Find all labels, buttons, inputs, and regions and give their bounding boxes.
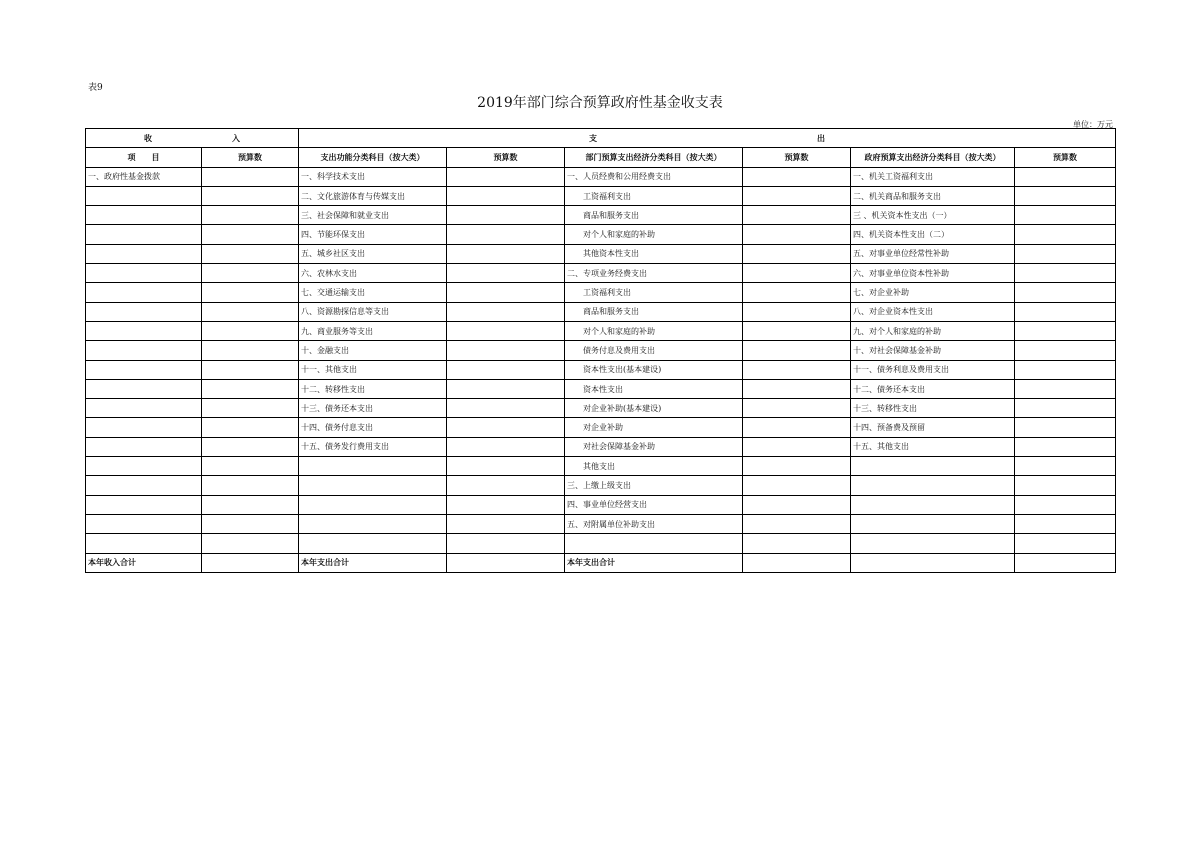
dept-total-label: 本年支出合计: [565, 553, 743, 572]
gov-total-label: [851, 553, 1015, 572]
table-row: [86, 321, 1116, 340]
gov-budget-cell: [1015, 186, 1116, 205]
func-item-cell: [299, 514, 447, 533]
dept-budget-cell: [743, 283, 851, 302]
budget-table: [85, 128, 1116, 573]
dept-item-cell: 五、对附属单位补助支出: [565, 514, 743, 533]
dept-budget-cell: [743, 379, 851, 398]
dept-item-cell: [565, 534, 743, 553]
gov-item-cell: 十一、债务利息及费用支出: [851, 360, 1015, 379]
gov-item-cell: 十四、预备费及预留: [851, 418, 1015, 437]
income-budget-cell: [202, 534, 299, 553]
col-header-item: 项 目: [86, 148, 202, 167]
dept-item-cell: 商品和服务支出: [565, 206, 743, 225]
income-item-cell: [86, 225, 202, 244]
gov-item-cell: 八、对企业资本性支出: [851, 302, 1015, 321]
func-item-cell: [299, 534, 447, 553]
table-row: [86, 244, 1116, 263]
func-budget-cell: [447, 495, 565, 514]
income-item-cell: [86, 302, 202, 321]
dept-item-cell: 商品和服务支出: [565, 302, 743, 321]
income-budget-cell: [202, 399, 299, 418]
table-row: [86, 514, 1116, 533]
income-total-label: 本年收入合计: [86, 553, 202, 572]
gov-budget-cell: [1015, 476, 1116, 495]
income-budget-cell: [202, 206, 299, 225]
gov-budget-cell: [1015, 418, 1116, 437]
income-item-cell: [86, 206, 202, 225]
dept-budget-cell: [743, 264, 851, 283]
func-item-cell: [299, 457, 447, 476]
income-budget-cell: [202, 418, 299, 437]
gov-item-cell: 一、机关工资福利支出: [851, 167, 1015, 186]
dept-budget-cell: [743, 476, 851, 495]
table-row: [86, 283, 1116, 302]
income-item-cell: [86, 264, 202, 283]
income-budget-cell: [202, 225, 299, 244]
income-budget-cell: [202, 360, 299, 379]
income-item-cell: [86, 457, 202, 476]
income-budget-cell: [202, 244, 299, 263]
dept-item-cell: 资本性支出(基本建设): [565, 360, 743, 379]
func-item-cell: 七、交通运输支出: [299, 283, 447, 302]
table-row: [86, 495, 1116, 514]
gov-budget-cell: [1015, 302, 1116, 321]
func-item-cell: 十一、其他支出: [299, 360, 447, 379]
gov-item-cell: 十三、转移性支出: [851, 399, 1015, 418]
dept-item-cell: 对企业补助(基本建设): [565, 399, 743, 418]
func-item-cell: 六、农林水支出: [299, 264, 447, 283]
income-item-cell: 一、政府性基金拨款: [86, 167, 202, 186]
func-budget-cell: [447, 341, 565, 360]
dept-item-cell: 工资福利支出: [565, 186, 743, 205]
gov-budget-cell: [1015, 379, 1116, 398]
func-item-cell: 十三、债务还本支出: [299, 399, 447, 418]
gov-budget-cell: [1015, 244, 1116, 263]
dept-item-cell: 二、专项业务经费支出: [565, 264, 743, 283]
dept-item-cell: 对个人和家庭的补助: [565, 225, 743, 244]
income-item-cell: [86, 341, 202, 360]
income-item-cell: [86, 399, 202, 418]
dept-item-cell: 对企业补助: [565, 418, 743, 437]
income-item-cell: [86, 418, 202, 437]
gov-budget-cell: [1015, 457, 1116, 476]
unit-label: 单位：万元: [1073, 120, 1113, 129]
dept-item-cell: 资本性支出: [565, 379, 743, 398]
col-header-dept: 部门预算支出经济分类科目（按大类）: [565, 148, 743, 167]
income-budget-cell: [202, 341, 299, 360]
income-budget-cell: [202, 321, 299, 340]
func-item-cell: 十二、转移性支出: [299, 379, 447, 398]
income-item-cell: [86, 186, 202, 205]
dept-item-cell: 对个人和家庭的补助: [565, 321, 743, 340]
table-row: [86, 379, 1116, 398]
col-header-dept-budget: 预算数: [743, 148, 851, 167]
func-item-cell: 十五、债务发行费用支出: [299, 437, 447, 456]
table-row: [86, 418, 1116, 437]
column-header-row: [86, 148, 1116, 167]
func-item-cell: 八、资源勘探信息等支出: [299, 302, 447, 321]
func-item-cell: 二、文化旅游体育与传媒支出: [299, 186, 447, 205]
func-item-cell: 九、商业服务等支出: [299, 321, 447, 340]
gov-budget-cell: [1015, 167, 1116, 186]
table-row: [86, 476, 1116, 495]
gov-budget-cell: [1015, 225, 1116, 244]
gov-item-cell: 五、对事业单位经常性补助: [851, 244, 1015, 263]
dept-item-cell: 对社会保障基金补助: [565, 437, 743, 456]
dept-item-cell: 工资福利支出: [565, 283, 743, 302]
income-section-header: [86, 129, 299, 148]
dept-budget-cell: [743, 437, 851, 456]
gov-item-cell: 三 、机关资本性支出（一）: [851, 206, 1015, 225]
gov-item-cell: [851, 534, 1015, 553]
dept-budget-cell: [743, 341, 851, 360]
income-budget-cell: [202, 495, 299, 514]
func-budget-cell: [447, 167, 565, 186]
table-row: [86, 360, 1116, 379]
gov-item-cell: 四、机关资本性支出（二）: [851, 225, 1015, 244]
func-item-cell: 五、城乡社区支出: [299, 244, 447, 263]
gov-item-cell: 九、对个人和家庭的补助: [851, 321, 1015, 340]
expense-total-label: 本年支出合计: [299, 553, 447, 572]
income-budget-cell: [202, 302, 299, 321]
expense-header-char-2: 出: [817, 132, 826, 143]
gov-item-cell: [851, 457, 1015, 476]
func-item-cell: 三、社会保障和就业支出: [299, 206, 447, 225]
func-budget-cell: [447, 379, 565, 398]
income-budget-cell: [202, 379, 299, 398]
col-header-func-budget: 预算数: [447, 148, 565, 167]
func-budget-cell: [447, 360, 565, 379]
dept-budget-cell: [743, 225, 851, 244]
table-row: [86, 167, 1116, 186]
gov-item-cell: 十二、债务还本支出: [851, 379, 1015, 398]
dept-item-cell: 一、人员经费和公用经费支出: [565, 167, 743, 186]
func-item-cell: [299, 476, 447, 495]
income-header-char-2: 入: [232, 132, 240, 143]
gov-budget-cell: [1015, 360, 1116, 379]
table-row: [86, 399, 1116, 418]
func-budget-cell: [447, 399, 565, 418]
gov-budget-cell: [1015, 495, 1116, 514]
income-item-cell: [86, 495, 202, 514]
gov-item-cell: 二、机关商品和服务支出: [851, 186, 1015, 205]
gov-item-cell: [851, 495, 1015, 514]
col-header-gov-budget: 预算数: [1015, 148, 1116, 167]
gov-item-cell: [851, 476, 1015, 495]
gov-item-cell: 十、对社会保障基金补助: [851, 341, 1015, 360]
dept-budget-cell: [743, 321, 851, 340]
income-item-cell: [86, 476, 202, 495]
income-item-cell: [86, 437, 202, 456]
income-item-cell: [86, 283, 202, 302]
gov-total-value: [1015, 553, 1116, 572]
gov-item-cell: 七、对企业补助: [851, 283, 1015, 302]
income-budget-cell: [202, 437, 299, 456]
table-row: [86, 437, 1116, 456]
dept-item-cell: 三、上缴上级支出: [565, 476, 743, 495]
dept-item-cell: 其他资本性支出: [565, 244, 743, 263]
gov-item-cell: [851, 514, 1015, 533]
func-budget-cell: [447, 321, 565, 340]
gov-budget-cell: [1015, 399, 1116, 418]
gov-budget-cell: [1015, 321, 1116, 340]
func-item-cell: 十、金融支出: [299, 341, 447, 360]
col-header-func: 支出功能分类科目（按大类）: [299, 148, 447, 167]
income-item-cell: [86, 514, 202, 533]
gov-budget-cell: [1015, 437, 1116, 456]
income-total-value: [202, 553, 299, 572]
gov-item-cell: 六、对事业单位资本性补助: [851, 264, 1015, 283]
func-budget-cell: [447, 418, 565, 437]
func-total-value: [447, 553, 565, 572]
page-title: 2019年部门综合预算政府性基金收支表: [477, 95, 723, 111]
expense-header-char-1: 支: [589, 132, 598, 143]
dept-budget-cell: [743, 399, 851, 418]
func-budget-cell: [447, 457, 565, 476]
func-budget-cell: [447, 206, 565, 225]
income-item-cell: [86, 379, 202, 398]
func-budget-cell: [447, 186, 565, 205]
dept-budget-cell: [743, 167, 851, 186]
func-item-cell: 四、节能环保支出: [299, 225, 447, 244]
dept-budget-cell: [743, 186, 851, 205]
table-row: [86, 341, 1116, 360]
func-budget-cell: [447, 476, 565, 495]
dept-budget-cell: [743, 495, 851, 514]
table-row: [86, 225, 1116, 244]
income-budget-cell: [202, 283, 299, 302]
table-row: [86, 302, 1116, 321]
dept-budget-cell: [743, 244, 851, 263]
gov-budget-cell: [1015, 534, 1116, 553]
expense-section-header: [299, 129, 1116, 148]
section-header-row: [86, 129, 1116, 148]
func-budget-cell: [447, 244, 565, 263]
func-item-cell: 十四、债务付息支出: [299, 418, 447, 437]
func-budget-cell: [447, 264, 565, 283]
func-budget-cell: [447, 283, 565, 302]
income-item-cell: [86, 534, 202, 553]
income-budget-cell: [202, 514, 299, 533]
dept-total-value: [743, 553, 851, 572]
func-budget-cell: [447, 302, 565, 321]
gov-budget-cell: [1015, 264, 1116, 283]
income-item-cell: [86, 244, 202, 263]
func-budget-cell: [447, 514, 565, 533]
dept-item-cell: 债务付息及费用支出: [565, 341, 743, 360]
income-budget-cell: [202, 186, 299, 205]
income-budget-cell: [202, 167, 299, 186]
table-number: 表9: [88, 83, 103, 93]
income-header-char-1: 收: [144, 132, 152, 143]
table-row: [86, 457, 1116, 476]
gov-item-cell: 十五、其他支出: [851, 437, 1015, 456]
income-budget-cell: [202, 264, 299, 283]
dept-budget-cell: [743, 360, 851, 379]
dept-budget-cell: [743, 302, 851, 321]
col-header-income-budget: 预算数: [202, 148, 299, 167]
gov-budget-cell: [1015, 206, 1116, 225]
table-row: [86, 206, 1116, 225]
table-row: [86, 534, 1116, 553]
income-item-cell: [86, 321, 202, 340]
gov-budget-cell: [1015, 514, 1116, 533]
dept-budget-cell: [743, 206, 851, 225]
dept-item-cell: 其他支出: [565, 457, 743, 476]
dept-budget-cell: [743, 457, 851, 476]
dept-budget-cell: [743, 418, 851, 437]
func-item-cell: 一、科学技术支出: [299, 167, 447, 186]
table-row: [86, 186, 1116, 205]
func-budget-cell: [447, 225, 565, 244]
func-budget-cell: [447, 534, 565, 553]
table-row: [86, 264, 1116, 283]
gov-budget-cell: [1015, 341, 1116, 360]
func-item-cell: [299, 495, 447, 514]
gov-budget-cell: [1015, 283, 1116, 302]
dept-item-cell: 四、事业单位经营支出: [565, 495, 743, 514]
income-budget-cell: [202, 476, 299, 495]
totals-row: [86, 553, 1116, 572]
income-item-cell: [86, 360, 202, 379]
col-header-gov: 政府预算支出经济分类科目（按大类）: [851, 148, 1015, 167]
func-budget-cell: [447, 437, 565, 456]
dept-budget-cell: [743, 534, 851, 553]
income-budget-cell: [202, 457, 299, 476]
dept-budget-cell: [743, 514, 851, 533]
